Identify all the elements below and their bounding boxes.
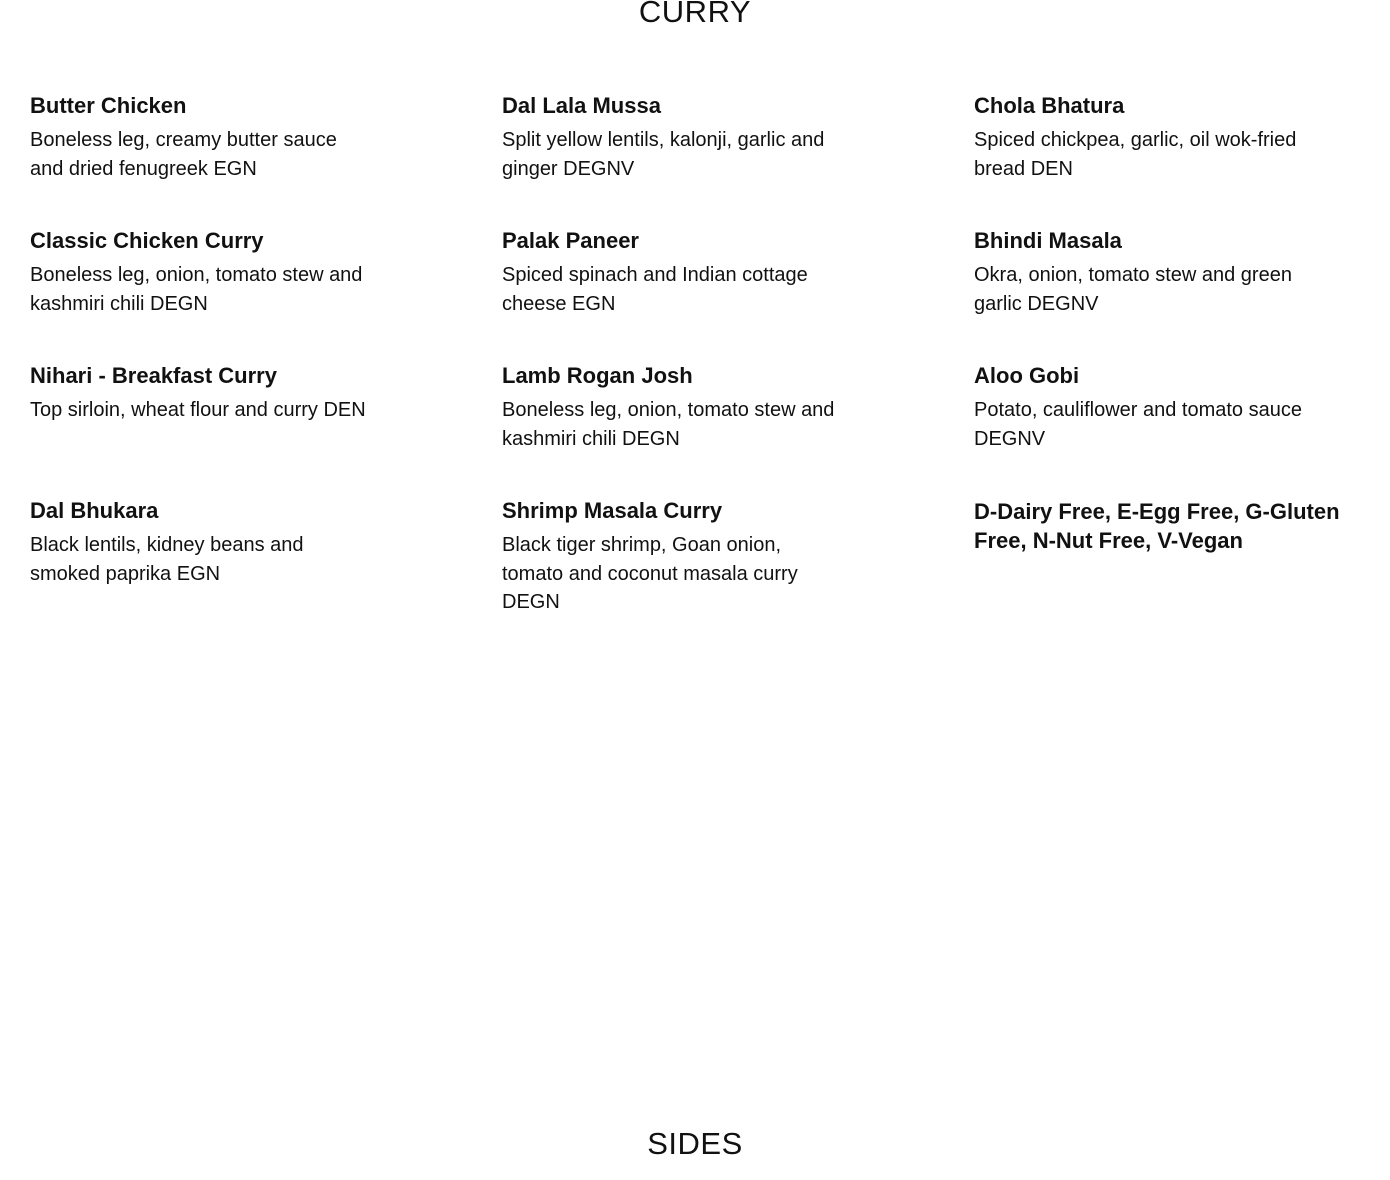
menu-item-description: Top sirloin, wheat flour and curry DEN	[30, 399, 366, 421]
menu-item-description: Okra, onion, tomato stew and green garlic DEGNV	[974, 264, 1292, 315]
menu-item	[974, 92, 1374, 227]
menu-item-description: Potato, cauliflower and tomato sauce DEGNV	[974, 399, 1302, 450]
menu-item-description: Black lentils, kidney beans and smoked paprika EGN	[30, 534, 304, 585]
menu-item	[502, 92, 847, 227]
menu-item-name: Chola Bhatura	[974, 93, 1125, 118]
menu-item-description: Spiced spinach and Indian cottage cheese EGN	[502, 264, 808, 315]
menu-item-name: Dal Bhukara	[30, 498, 159, 523]
menu-item-description: Split yellow lentils, kalonji, garlic and ginger DEGNV	[502, 129, 825, 180]
menu-column-3	[974, 92, 1374, 555]
menu-item	[30, 362, 375, 497]
menu-column-2	[502, 92, 847, 632]
menu-item-name: Dal Lala Mussa	[502, 93, 661, 118]
menu-item	[502, 497, 847, 632]
curry-section-title: CURRY	[638, 0, 752, 29]
menu-item-description: Boneless leg, onion, tomato stew and kashmiri chili DEGN	[30, 264, 363, 315]
menu-item-name: Shrimp Masala Curry	[502, 498, 723, 523]
menu-column-1	[30, 92, 375, 632]
menu-item	[502, 227, 847, 362]
menu-item-description: Black tiger shrimp, Goan onion, tomato and coconut masala curry DEGN	[502, 534, 798, 613]
menu-item-name: Bhindi Masala	[974, 228, 1122, 253]
menu-item	[502, 362, 847, 497]
menu-item-name: Lamb Rogan Josh	[502, 363, 693, 388]
menu-item-description: Boneless leg, creamy butter sauce and dried fenugreek EGN	[30, 129, 337, 180]
menu-item-name: Nihari - Breakfast Curry	[30, 363, 277, 388]
menu-item-name: Palak Paneer	[502, 228, 639, 253]
menu-item-description: Spiced chickpea, garlic, oil wok-fried bread DEN	[974, 129, 1297, 180]
dietary-legend: D-Dairy Free, E-Egg Free, G-Gluten Free, N-Nut Free, V-Vegan	[974, 499, 1340, 553]
menu-item	[30, 497, 375, 632]
menu-item	[30, 92, 375, 227]
menu-item	[30, 227, 375, 362]
menu-item-name: Classic Chicken Curry	[30, 228, 264, 253]
menu-item	[974, 227, 1374, 362]
menu-item	[974, 362, 1374, 497]
menu-item-description: Boneless leg, onion, tomato stew and kashmiri chili DEGN	[502, 399, 835, 450]
sides-section-title: SIDES	[647, 1126, 743, 1161]
menu-item-name: Butter Chicken	[30, 93, 187, 118]
menu-item-name: Aloo Gobi	[974, 363, 1080, 388]
